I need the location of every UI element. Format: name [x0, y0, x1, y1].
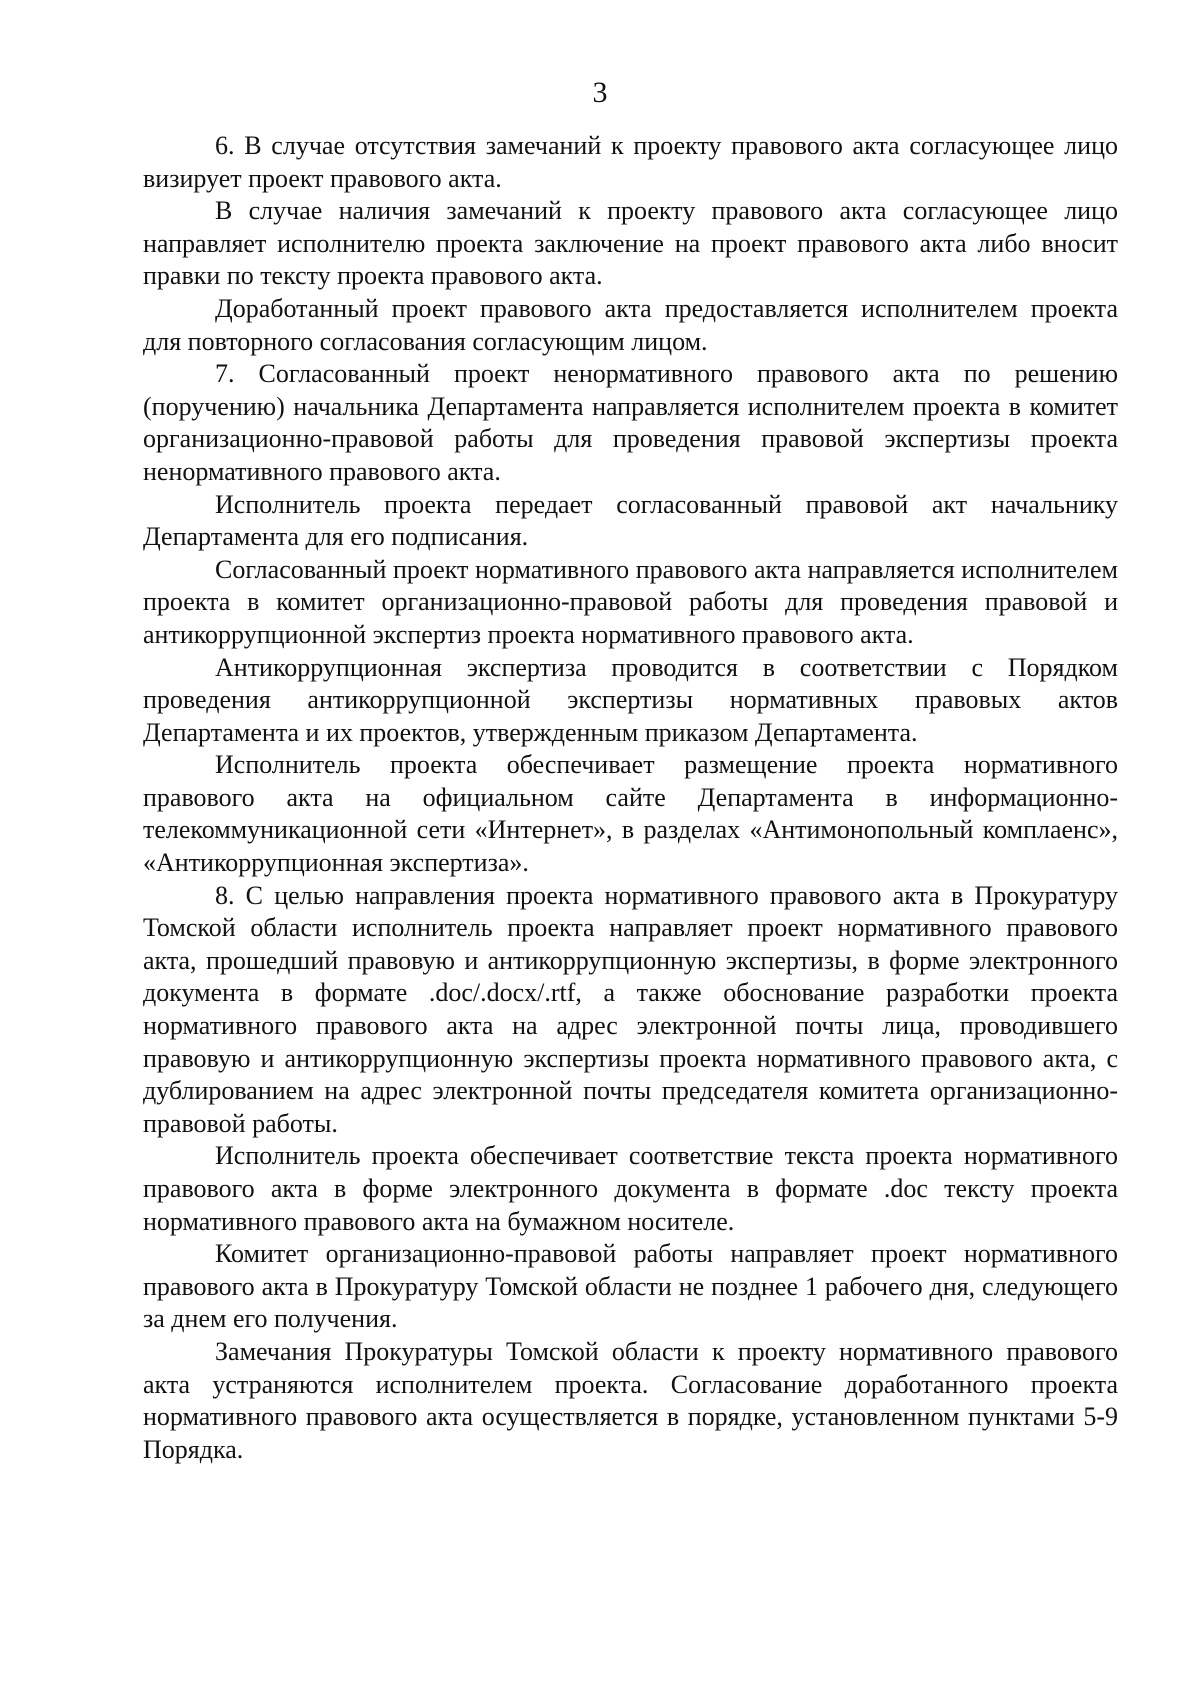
- paragraph-signing: Исполнитель проекта передает согласованный правовой акт начальнику Департамента для его подписания.: [143, 489, 1118, 552]
- paragraph-8-prosecutor-submission: 8. С целью направления проекта нормативного правового акта в Прокуратуру Томской области исполнитель проекта направляет проект нормативного правового акта, прошедший правовую и антикоррупционную экспертизы, в форме электронного документа в формате .doc/.docx/.rtf, а также обоснование разработки проекта нормативного правового акта на адрес электронной почты лица, проводившего правовую и антикоррупционную экспертизы проекта нормативного правового акта, с дублированием на адрес электронной почты председателя комитета организационно-правовой работы.: [143, 880, 1118, 1138]
- paragraph-remarks-present: В случае наличия замечаний к проекту правового акта согласующее лицо направляет исполнителю проекта заключение на проект правового акта либо вносит правки по тексту проекта правового акта.: [143, 196, 1118, 291]
- paragraph-6-no-remarks: 6. В случае отсутствия замечаний к проекту правового акта согласующее лицо визирует проект правового акта.: [143, 131, 1118, 193]
- paragraph-normative-act-review: Согласованный проект нормативного правового акта направляется исполнителем проекта в комитет организационно-правовой работы для проведения правовой и антикоррупционной экспертиз проекта нормативного правового акта.: [143, 554, 1118, 649]
- paragraph-committee-forwarding: Комитет организационно-правовой работы направляет проект нормативного правового акта в Прокуратуру Томской области не позднее 1 рабочего дня, следующего за днем его получения.: [143, 1239, 1118, 1334]
- paragraph-7-non-normative-act: 7. Согласованный проект ненормативного правового акта по решению (поручению) начальника Департамента направляется исполнителем проекта в комитет организационно-правовой работы для проведения правовой экспертизы проекта ненормативного правового акта.: [143, 359, 1118, 486]
- paragraph-revised-draft: Доработанный проект правового акта предоставляется исполнителем проекта для повторного согласования согласующим лицом.: [143, 293, 1118, 356]
- paragraph-anticorruption-review: Антикоррупционная экспертиза проводится в соответствии с Порядком проведения антикоррупционной экспертизы нормативных правовых актов Департамента и их проектов, утвержденным приказом Департамента.: [143, 652, 1118, 747]
- document-body: [143, 130, 1118, 1466]
- paragraph-prosecutor-remarks: Замечания Прокуратуры Томской области к проекту нормативного правового акта устраняются исполнителем проекта. Согласование доработанного проекта нормативного правового акта осуществляется в порядке, установленном пунктами 5-9 Порядка.: [143, 1336, 1118, 1464]
- paragraph-website-publication: Исполнитель проекта обеспечивает размещение проекта нормативного правового акта на официальном сайте Департамента в информационно-телекоммуникационной сети «Интернет», в разделах «Антимонопольный комплаенс», «Антикоррупционная экспертиза».: [143, 750, 1118, 878]
- paragraph-text-conformity: Исполнитель проекта обеспечивает соответствие текста проекта нормативного правового акта в форме электронного документа в формате .doc тексту проекта нормативного правового акта на бумажном носителе.: [143, 1141, 1118, 1236]
- page-number: 3: [592, 76, 608, 109]
